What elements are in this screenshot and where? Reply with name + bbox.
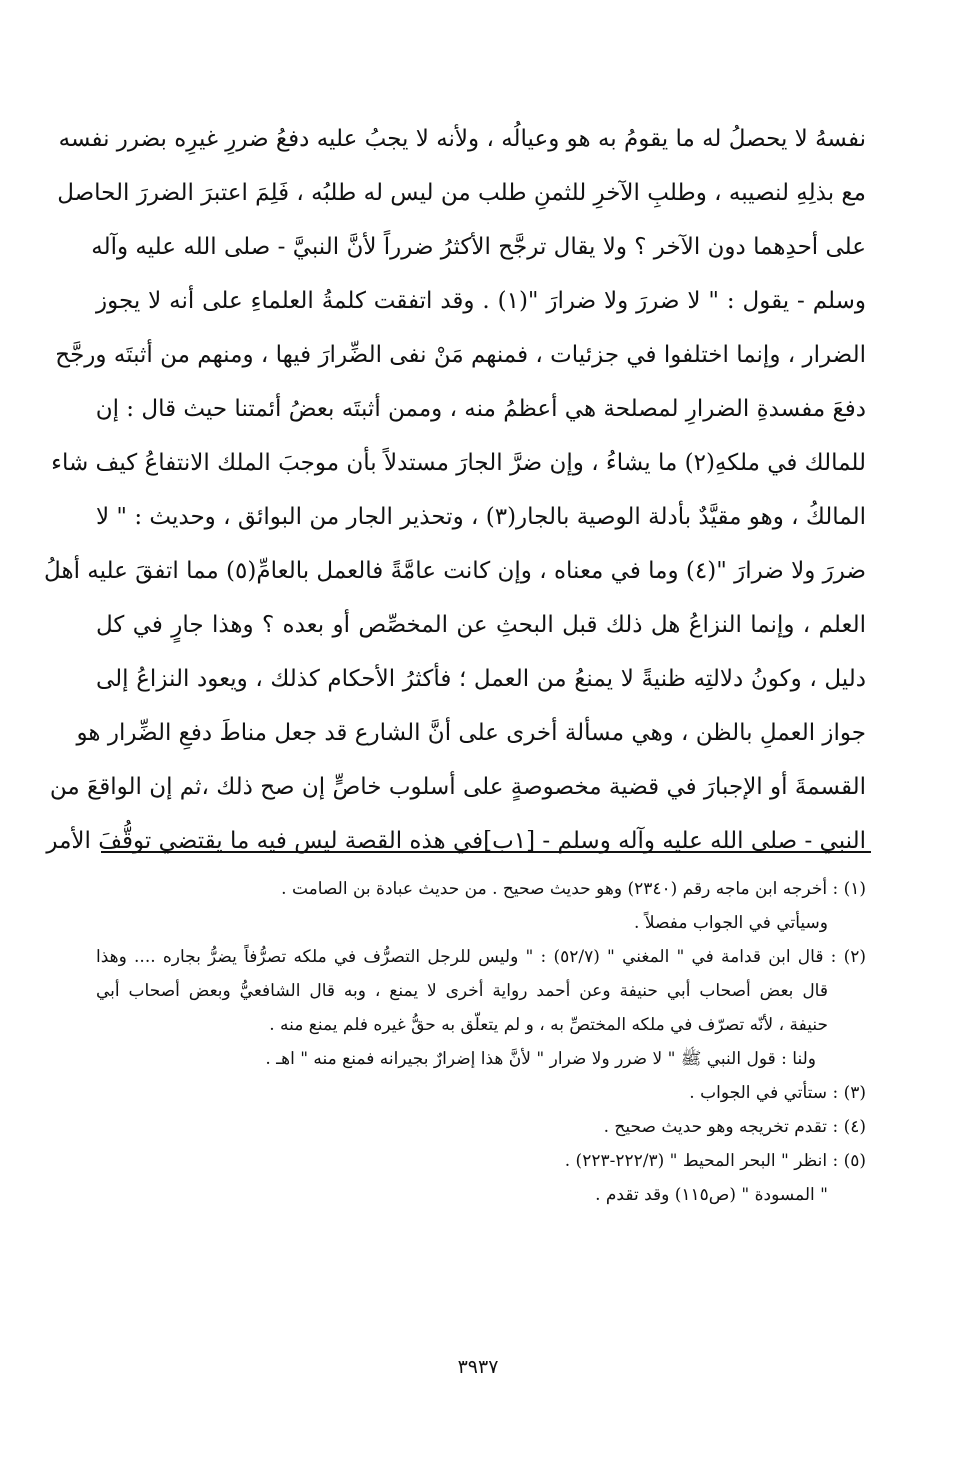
footnote-line: (٥) : انظر " البحر المحيط " (٢٢٢/٣-٢٢٣) .: [564, 1151, 866, 1171]
footnote-divider: [101, 851, 871, 853]
text-line: مع بذلِهِ لنصيبه ، وطلبِ الآخرِ للثمنِ طلب من ليس له طلبُه ، فَلِمَ اعتبرَ الضررَ الحاصل: [57, 180, 866, 206]
text-line: للمالك في ملكهِ(٢) ما يشاءُ ، وإن ضرَّ الجارَ مستدلاً بأن موجبَ الملك الانتفاعُ كيف شاء: [51, 450, 866, 476]
footnote-line: قال بعض أصحاب أبي حنيفة وعن أحمد رواية أخرى لا يمنع ، وبه قال الشافعيُّ وبعض أصحاب أبي: [96, 981, 828, 1001]
footnote-line: (١) : أخرجه ابن ماجه رقم (٢٣٤٠) وهو حديث صحيح . من حديث عبادة بن الصامت .: [281, 879, 866, 899]
footnote-line: وسيأتي في الجواب مفصلاً .: [634, 913, 828, 933]
page-number: ٣٩٣٧: [457, 1356, 499, 1378]
text-line: نفسهُ لا يحصلُ له ما يقومُ به هو وعيالُه ، ولأنه لا يجبُ عليه دفعُ ضررِ غيرِه بضرر نفسه: [58, 126, 866, 152]
footnote-line: ولنا : قول النبي ﷺ " لا ضرر ولا ضرار " لأنَّ هذا إضرارٌ بجيرانه فمنع منه " اهـ .: [265, 1049, 816, 1069]
text-line: دليل ، وكونُ دلالتِه ظنيةً لا يمنعُ من العمل ؛ فأكثرُ الأحكام كذلك ، ويعود النزاعُ إلى: [96, 666, 866, 692]
text-line: على أحدِهما دون الآخر ؟ ولا يقال ترجَّح الأكثرُ ضرراً لأنَّ النبيَّ - صلى الله عليه وآله: [91, 234, 866, 260]
text-line: الضرار ، وإنما اختلفوا في جزئيات ، فمنهم مَنْ نفى الضِّرارَ فيها ، ومنهم من أثبتَه ورجَّح: [55, 342, 866, 368]
text-line: المالكُ ، وهو مقيَّدٌ بأدلة الوصية بالجار(٣) ، وتحذير الجار من البوائق ، وحديث : " لا: [96, 504, 866, 530]
text-line: جواز العملِ بالظن ، وهي مسألة أخرى على أنَّ الشارع قد جعل مناطَ دفعِ الضِّرار هو: [76, 720, 866, 746]
footnote-line: " المسودة " (ص١١٥) وقد تقدم .: [595, 1185, 828, 1205]
footnote-line: حنيفة ، لأنّه تصرّف في ملكه المختصِّ به ، و لم يتعلّق به حقُّ غيره فلم يمنع منه .: [269, 1015, 828, 1035]
text-line: القسمةَ أو الإجبارَ في قضية مخصوصةٍ على أسلوب خاصٍّ إن صح ذلك ،ثم إن الواقعَ من: [49, 774, 866, 800]
text-line: ضررَ ولا ضرارَ "(٤) وما في معناه ، وإن كانت عامَّةً فالعمل بالعامِّ(٥) مما اتفقَ عليه أهلُ: [44, 558, 866, 584]
text-line: وسلم - يقول : " لا ضررَ ولا ضرارَ "(١) . وقد اتفقت كلمةُ العلماءِ على أنه لا يجوز: [96, 288, 866, 314]
text-line: دفعَ مفسدةِ الضرارِ لمصلحة هي أعظمُ منه ، وممن أثبتَه بعضُ أئمتنا حيث قال : إن: [95, 396, 866, 422]
main-text: [44, 112, 866, 868]
footnote-line: (٢) : قال ابن قدامة في " المغني " (٥٢/٧) : " وليس للرجل التصرُّف في ملكه تصرُّفاً يضرُّ بجاره .... وهذا: [96, 947, 866, 967]
text-line: النبي - صلى الله عليه وآله وسلم - [١ب]في هذه القصة ليس فيه ما يقتضي توقُّفَ الأمر: [46, 828, 866, 854]
footnote-line: (٤) : تقدم تخريجه وهو حديث صحيح .: [603, 1117, 866, 1137]
footnotes: [96, 872, 866, 1212]
footnote-line: (٣) : ستأتي في الجواب .: [689, 1083, 866, 1103]
text-line: العلم ، وإنما النزاعُ هل ذلك قبل البحثِ عن المخصِّص أو بعده ؟ وهذا جارٍ في كل: [96, 612, 866, 638]
